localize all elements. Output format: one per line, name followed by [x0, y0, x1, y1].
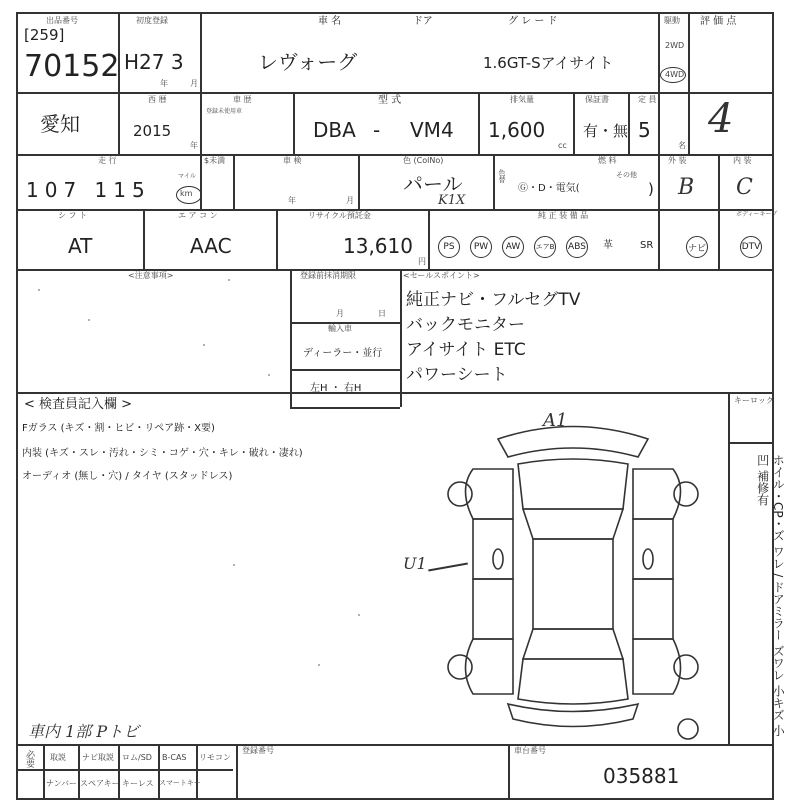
right-front-door: [633, 519, 673, 579]
handwritten-note: 車内 1部 Pトビ: [28, 722, 140, 741]
shift-label: シ フ ト: [58, 211, 88, 220]
vin-label: 車台番号: [514, 746, 546, 755]
footer-col3b: キーレス: [122, 779, 154, 788]
vin-value: 035881: [603, 764, 680, 788]
year-unit: 年: [190, 141, 198, 150]
import-label: 輸入車: [328, 324, 352, 333]
fuel-value: Ⓖ・D・電気(: [518, 183, 580, 194]
wheel-lr: [448, 655, 472, 679]
ac-label: エ ア コ ン: [178, 211, 218, 220]
color-label: 色 (ColNo): [403, 156, 444, 165]
right-rear-door: [633, 579, 673, 639]
eval-score: 4: [708, 96, 734, 142]
inspection-year: 年: [288, 196, 296, 205]
color-code: K1X: [438, 193, 466, 208]
caution-label: <注意事項>: [128, 271, 174, 280]
selling-point-4: パワーシート: [406, 365, 508, 385]
footer-col4a: B-CAS: [162, 753, 187, 762]
color-change-label: 色替: [498, 169, 506, 183]
glass-note: Fガラス (キズ・割・ヒビ・リペア跡・X要): [22, 423, 215, 434]
auction-sheet: [16, 12, 786, 800]
mileage-sub: $未満: [204, 156, 226, 165]
name-label: 車 名: [318, 16, 342, 27]
inspection-label: 車 検: [283, 156, 302, 165]
left-mirror: [493, 549, 503, 569]
footer-col2b: スペアキー: [80, 779, 120, 788]
dealer-label: ディーラー・並行: [303, 348, 383, 359]
reg-value: H27 3: [124, 50, 184, 74]
footer-col3a: ロム/SD: [122, 753, 152, 762]
lot-number: 70152: [24, 49, 120, 84]
footer-necessary: 必要: [24, 750, 34, 768]
interior-grade: C: [736, 175, 753, 200]
equip-aw: AW: [502, 236, 524, 258]
side-vertical-notes: ホイル・CP・ズ ワレ / ドアミラー ズワレ 小キズ 小凹 補修有: [755, 454, 786, 737]
hood: [518, 459, 628, 509]
region: 愛知: [40, 112, 80, 136]
selling-point-3: アイサイト ETC: [406, 340, 526, 360]
equip-navi: ナビ: [686, 236, 708, 258]
wheel-rf: [674, 482, 698, 506]
mileage-unit: km: [180, 189, 193, 198]
equip-dtv: DTV: [740, 236, 762, 258]
year-label: 西 暦: [148, 95, 167, 104]
selling-point-2: バックモニター: [406, 315, 525, 335]
capacity-value: 5: [638, 118, 651, 142]
mileage-miles: マイル: [178, 173, 196, 180]
lot-sub: [259]: [24, 26, 65, 44]
inspection-month: 月: [346, 196, 354, 205]
equip-leather: 革: [603, 240, 613, 251]
door-label: ドア: [413, 16, 433, 27]
equip-sr: SR: [640, 240, 654, 251]
recycle-label: リサイクル預託金: [308, 211, 371, 220]
wheel-rr: [674, 655, 698, 679]
model-label: 型 式: [378, 95, 402, 106]
mileage-label: 走 行: [98, 156, 117, 165]
eval-label: 評 価 点: [700, 16, 737, 27]
selling-point-1: 純正ナビ・フルセグTV: [406, 290, 581, 310]
cert-sub: 登録未使用車: [206, 108, 243, 115]
reg-year-unit: 年: [160, 79, 168, 88]
expiry-month: 月: [336, 309, 344, 318]
cert-label: 車 歴: [233, 95, 252, 104]
interior-label: 内 装: [733, 156, 752, 165]
cc-label: 排気量: [510, 95, 534, 104]
drive-label: 駆動: [664, 16, 680, 25]
selling-label: <セールスポイント>: [403, 271, 480, 280]
model-prefix: DBA: [313, 118, 356, 142]
right-mirror: [643, 549, 653, 569]
exterior-grade: B: [678, 175, 695, 200]
model-code: VM4: [410, 118, 454, 142]
car-body-diagram: [438, 409, 708, 744]
expiry-label: 登録前抹消期限: [300, 271, 356, 280]
year-value: 2015: [133, 122, 172, 140]
warranty-label: 保証書: [585, 95, 609, 104]
mark-side: U1: [403, 554, 427, 573]
rear-bumper: [508, 704, 638, 727]
footer-col5a: リモコン: [199, 753, 231, 762]
fuel-label: 燃 料: [598, 156, 617, 165]
ac-value: AAC: [190, 234, 232, 258]
trunk: [518, 659, 628, 704]
grade-label: グ レ ー ド: [508, 16, 558, 27]
reg-month-unit: 月: [190, 79, 198, 88]
drive-2wd: 2WD: [665, 41, 685, 50]
capacity-label: 定 員: [638, 95, 657, 104]
expiry-day: 日: [378, 309, 386, 318]
capacity-unit: 名: [678, 141, 686, 150]
equip-label: 純 正 装 備 品: [538, 211, 589, 220]
audio-note: オーディオ (無し・穴) / タイヤ (スタッドレス): [22, 471, 233, 482]
model-dash: -: [373, 118, 381, 142]
mark-front: A1: [543, 410, 568, 431]
shift-value: AT: [68, 234, 93, 258]
footer-col2a: ナビ取説: [82, 753, 114, 762]
wheel-lf: [448, 482, 472, 506]
drive-4wd: 4WD: [665, 70, 685, 79]
cc-unit: cc: [558, 141, 567, 150]
fuel-close: ): [648, 180, 654, 198]
cc-value: 1,600: [488, 118, 546, 142]
footer-col1a: 取説: [50, 753, 66, 762]
fuel-other: その他: [616, 171, 637, 179]
lot-label: 出品番号: [46, 16, 78, 25]
reg-label: 初度登録: [136, 16, 168, 25]
grade-value: 1.6GT-Sアイサイト: [483, 54, 614, 72]
key-lock-label: キーロック: [734, 396, 774, 405]
exterior-label: 外 装: [668, 156, 687, 165]
mileage-value: 107 115: [26, 178, 151, 202]
option-label: ボディーキーブ: [736, 211, 778, 218]
warranty-value: 有・無: [583, 122, 629, 140]
interior-note: 内装 (キズ・スレ・汚れ・シミ・コゲ・穴・キレ・破れ・凄れ): [22, 448, 303, 459]
color-value: パール: [403, 172, 463, 196]
spare-wheel: [678, 719, 698, 739]
steering-label: 左H ・ 右H: [310, 383, 362, 394]
car-name: レヴォーグ: [258, 50, 358, 74]
rear-glass: [523, 629, 623, 659]
windshield: [523, 509, 623, 539]
front-bumper: [498, 427, 648, 458]
footer-col1b: ナンバー: [46, 779, 78, 788]
inspection-title: < 検査員記入欄 >: [24, 397, 133, 412]
roof: [533, 539, 613, 629]
recycle-value: 13,610: [343, 234, 413, 258]
recycle-unit: 円: [418, 257, 426, 266]
footer-col4b: スマートキー: [159, 779, 201, 787]
left-front-door: [473, 519, 513, 579]
equip-abs: ABS: [566, 236, 588, 258]
reg-no-label: 登録番号: [242, 746, 274, 755]
left-rear-door: [473, 579, 513, 639]
equip-airbag: エアB: [534, 236, 556, 258]
equip-ps: PS: [438, 236, 460, 258]
equip-pw: PW: [470, 236, 492, 258]
